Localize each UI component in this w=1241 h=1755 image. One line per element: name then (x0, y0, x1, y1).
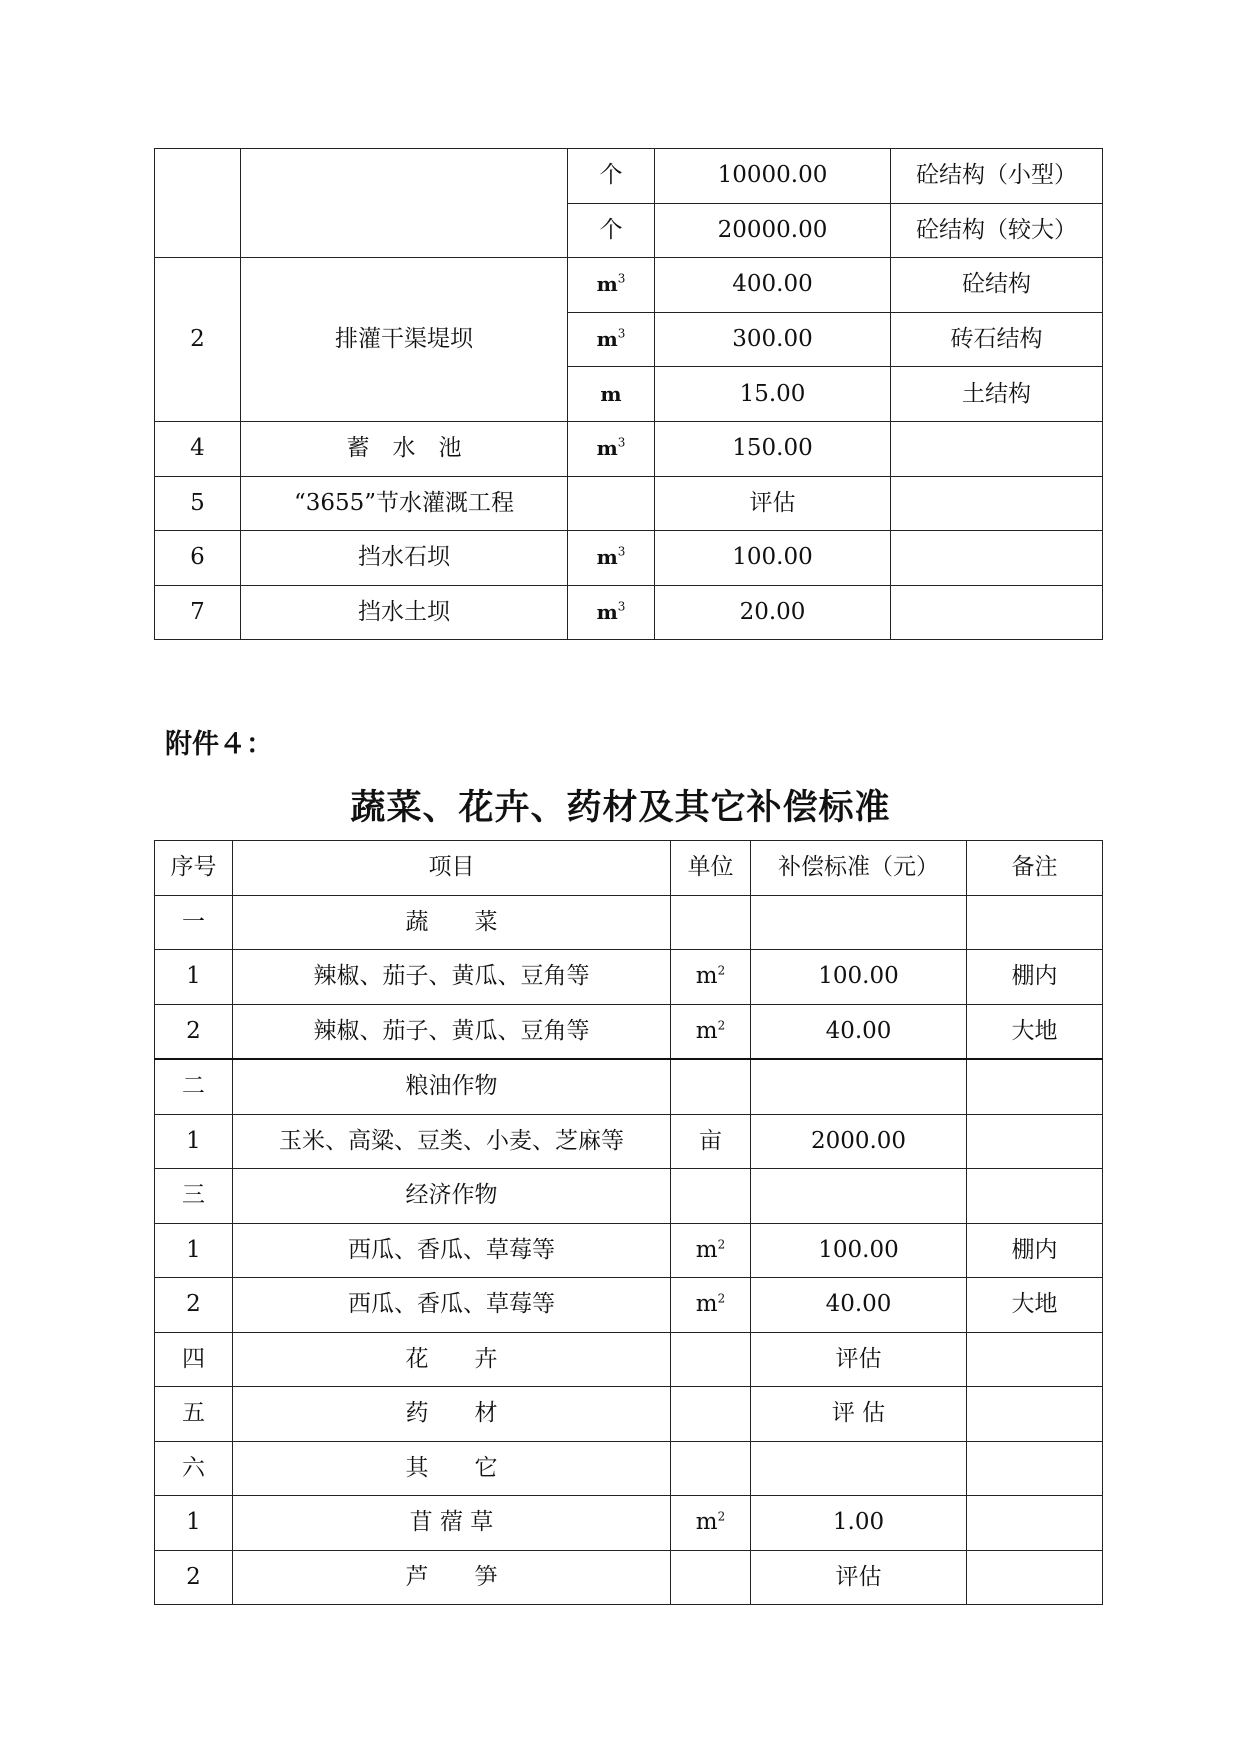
unit-cell (568, 476, 655, 531)
item-name (241, 149, 568, 258)
attachment-label: 附件４： (165, 729, 273, 760)
note-cell (967, 1332, 1103, 1387)
header-unit: 单位 (671, 841, 751, 896)
value-cell: 15.00 (655, 367, 891, 422)
row-number: 一 (155, 895, 233, 950)
table-row (155, 1114, 1103, 1169)
unit-exponent: 2 (717, 963, 726, 978)
unit-cell (671, 1332, 751, 1387)
note-cell: 砼结构（较大） (891, 203, 1103, 258)
note-cell: 大地 (967, 1004, 1103, 1059)
row-number: 1 (155, 950, 233, 1005)
header-note: 备注 (967, 841, 1103, 896)
note-cell: 棚内 (967, 1223, 1103, 1278)
table-row (155, 1004, 1103, 1059)
note-cell (967, 1059, 1103, 1114)
value-cell: 40.00 (751, 1004, 967, 1059)
value-cell: 100.00 (751, 1223, 967, 1278)
row-number: 六 (155, 1441, 233, 1496)
item-name: 挡水土坝 (241, 585, 568, 640)
unit-cell (568, 312, 655, 367)
value-cell (751, 1059, 967, 1114)
header-item: 项目 (233, 841, 671, 896)
note-cell: 大地 (967, 1278, 1103, 1333)
unit-cell: 个 (568, 149, 655, 204)
page-title: 蔬菜、花卉、药材及其它补偿标准 (350, 788, 891, 828)
item-name: 蓄 水 池 (241, 421, 568, 476)
unit-exponent: 2 (717, 1236, 726, 1251)
unit-exponent: 2 (717, 1017, 726, 1032)
unit-cell (671, 1059, 751, 1114)
unit-cell (568, 421, 655, 476)
table-row (155, 1441, 1103, 1496)
unit-cell (568, 531, 655, 586)
unit-base: m (695, 963, 718, 990)
unit-cell (671, 1441, 751, 1496)
value-cell: 100.00 (751, 950, 967, 1005)
item-name: 药 材 (233, 1387, 671, 1442)
unit-cell (671, 1114, 751, 1169)
table-row (155, 585, 1103, 640)
unit-cell (671, 950, 751, 1005)
unit-base: m (596, 326, 618, 351)
table-row (155, 1496, 1103, 1551)
value-cell: 10000.00 (655, 149, 891, 204)
row-number: 5 (155, 476, 241, 531)
unit-exponent: 2 (717, 1291, 726, 1306)
row-number: 2 (155, 258, 241, 422)
unit-cell (671, 1223, 751, 1278)
value-cell: 评估 (751, 1332, 967, 1387)
row-number: 三 (155, 1169, 233, 1224)
note-cell: 砼结构 (891, 258, 1103, 313)
table-row (155, 1059, 1103, 1114)
item-name: 辣椒、茄子、黄瓜、豆角等 (233, 950, 671, 1005)
unit-exponent: 3 (617, 435, 626, 450)
row-number: 2 (155, 1278, 233, 1333)
unit-cell (568, 367, 655, 422)
value-cell: 400.00 (655, 258, 891, 313)
table-row (155, 950, 1103, 1005)
row-number: 1 (155, 1496, 233, 1551)
value-cell: 300.00 (655, 312, 891, 367)
unit-base: 亩 (699, 1127, 722, 1154)
item-name: 辣椒、茄子、黄瓜、豆角等 (233, 1004, 671, 1059)
row-number: 7 (155, 585, 241, 640)
note-cell (967, 1550, 1103, 1605)
value-cell: 评估 (751, 1550, 967, 1605)
item-name: 西瓜、香瓜、草莓等 (233, 1278, 671, 1333)
item-name: 苜 蓿 草 (233, 1496, 671, 1551)
item-name: 经济作物 (233, 1169, 671, 1224)
table-row (155, 258, 1103, 313)
table-row (155, 421, 1103, 476)
row-number: 6 (155, 531, 241, 586)
item-name: 玉米、高粱、豆类、小麦、芝麻等 (233, 1114, 671, 1169)
compensation-standard-table (154, 840, 1103, 1605)
note-cell: 砼结构（小型） (891, 149, 1103, 204)
header-standard: 补偿标准（元） (751, 841, 967, 896)
value-cell: 评估 (655, 476, 891, 531)
unit-cell: 个 (568, 203, 655, 258)
unit-base: m (695, 1017, 718, 1044)
row-number: 4 (155, 421, 241, 476)
unit-base: m (695, 1291, 718, 1318)
item-name: 蔬 菜 (233, 895, 671, 950)
row-number: 2 (155, 1550, 233, 1605)
unit-cell (671, 1550, 751, 1605)
table-row (155, 1278, 1103, 1333)
note-cell (891, 476, 1103, 531)
note-cell: 砖石结构 (891, 312, 1103, 367)
note-cell (891, 421, 1103, 476)
table-row (155, 1332, 1103, 1387)
value-cell: 20.00 (655, 585, 891, 640)
note-cell: 棚内 (967, 950, 1103, 1005)
table-row (155, 1387, 1103, 1442)
row-number (155, 149, 241, 258)
unit-cell (671, 1496, 751, 1551)
note-cell (891, 585, 1103, 640)
water-works-table (154, 148, 1103, 640)
item-name: 排灌干渠堤坝 (241, 258, 568, 422)
item-name: 挡水石坝 (241, 531, 568, 586)
unit-exponent: 3 (617, 544, 626, 559)
table-row (155, 1223, 1103, 1278)
table-row (155, 1169, 1103, 1224)
note-cell (967, 1496, 1103, 1551)
unit-base: m (695, 1236, 718, 1263)
note-cell (967, 1387, 1103, 1442)
unit-base: m (600, 381, 622, 406)
header-number: 序号 (155, 841, 233, 896)
unit-cell (671, 1004, 751, 1059)
unit-exponent: 3 (617, 599, 626, 614)
value-cell: 2000.00 (751, 1114, 967, 1169)
unit-base: m (596, 599, 618, 624)
table-header-row (155, 841, 1103, 896)
unit-cell (671, 1169, 751, 1224)
row-number: 四 (155, 1332, 233, 1387)
unit-cell (568, 258, 655, 313)
item-name: “3655”节水灌溉工程 (241, 476, 568, 531)
value-cell (751, 895, 967, 950)
row-number: 二 (155, 1059, 233, 1114)
value-cell: 150.00 (655, 421, 891, 476)
note-cell (967, 895, 1103, 950)
value-cell (751, 1169, 967, 1224)
unit-base: m (596, 545, 618, 570)
unit-base: m (596, 272, 618, 297)
unit-exponent: 3 (617, 326, 626, 341)
note-cell (967, 1114, 1103, 1169)
note-cell (967, 1169, 1103, 1224)
unit-cell (568, 585, 655, 640)
item-name: 其 它 (233, 1441, 671, 1496)
row-number: 2 (155, 1004, 233, 1059)
table-row (155, 531, 1103, 586)
note-cell (891, 531, 1103, 586)
value-cell: 1.00 (751, 1496, 967, 1551)
value-cell: 评 估 (751, 1387, 967, 1442)
value-cell (751, 1441, 967, 1496)
unit-cell (671, 895, 751, 950)
row-number: 五 (155, 1387, 233, 1442)
row-number: 1 (155, 1223, 233, 1278)
unit-cell (671, 1387, 751, 1442)
table-row (155, 1550, 1103, 1605)
value-cell: 40.00 (751, 1278, 967, 1333)
note-cell (967, 1441, 1103, 1496)
note-cell: 土结构 (891, 367, 1103, 422)
table-row (155, 895, 1103, 950)
unit-exponent: 2 (717, 1509, 726, 1524)
unit-exponent: 3 (617, 271, 626, 286)
value-cell: 20000.00 (655, 203, 891, 258)
item-name: 花 卉 (233, 1332, 671, 1387)
item-name: 西瓜、香瓜、草莓等 (233, 1223, 671, 1278)
unit-cell (671, 1278, 751, 1333)
unit-base: m (695, 1509, 718, 1536)
item-name: 粮油作物 (233, 1059, 671, 1114)
row-number: 1 (155, 1114, 233, 1169)
table-row (155, 149, 1103, 204)
value-cell: 100.00 (655, 531, 891, 586)
table-row (155, 476, 1103, 531)
unit-base: m (596, 436, 618, 461)
item-name: 芦 笋 (233, 1550, 671, 1605)
